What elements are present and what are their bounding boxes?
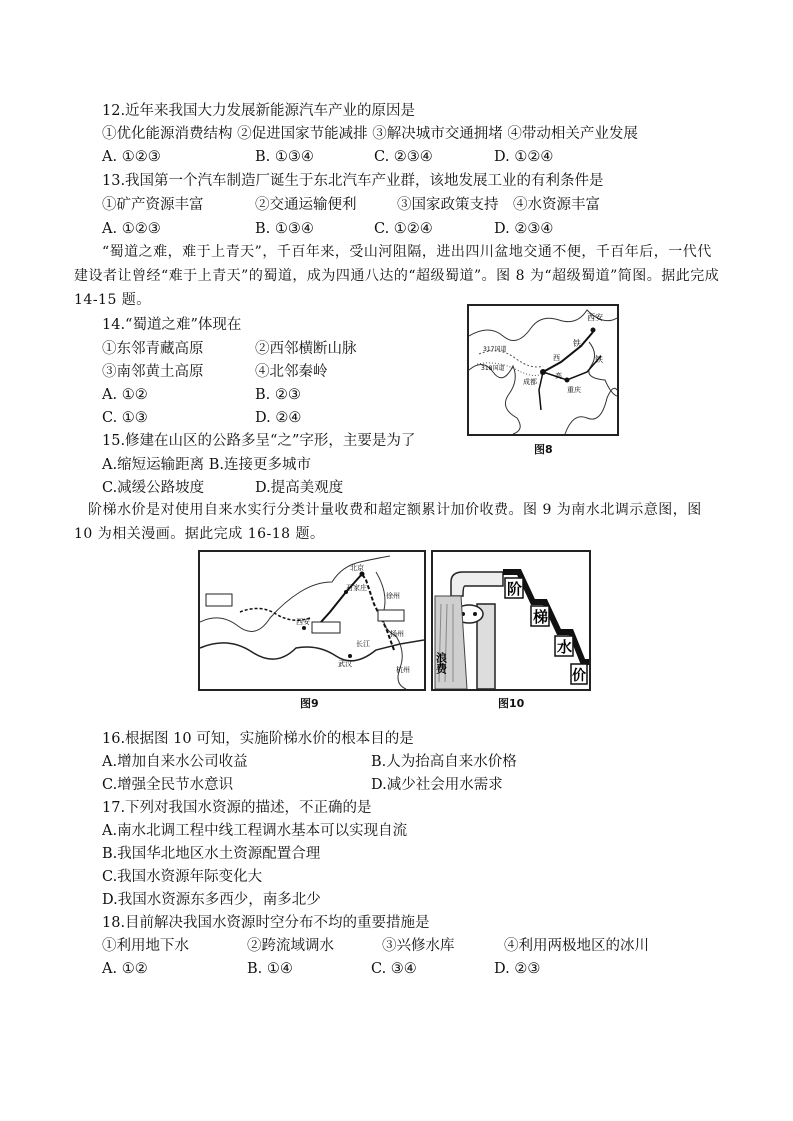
q18-choice-b[interactable]: B. ①④ (247, 961, 293, 977)
q13-option-3: ③国家政策支持 (397, 197, 499, 213)
figure-10-cartoon (431, 550, 591, 691)
q13-choice-b[interactable]: B. ①③④ (255, 221, 314, 237)
q15-choice-ab[interactable]: A.缩短运输距离 B.连接更多城市 (102, 457, 311, 473)
fig9-label-shijiazhuang: 石家庄 (346, 584, 367, 592)
figure-8-svg (469, 306, 617, 434)
q18-option-3: ③兴修水库 (382, 938, 455, 954)
q13-choice-a[interactable]: A. ①②③ (102, 221, 161, 237)
fig10-char-shui: 水 (557, 638, 573, 656)
fig9-label-wuhan: 武汉 (338, 660, 352, 668)
figure-9-map (198, 550, 426, 691)
q14-option-3: ③南邻黄土高原 (102, 364, 204, 380)
q12-choice-c[interactable]: C. ②③④ (374, 149, 433, 165)
q16-choice-b[interactable]: B.人为抬高自来水价格 (371, 754, 517, 770)
q16-choice-d[interactable]: D.减少社会用水需求 (371, 777, 503, 793)
q17-choice-c[interactable]: C.我国水资源年际变化大 (102, 869, 263, 885)
fig10-char-jie: 阶 (507, 580, 523, 598)
q14-option-4: ④北邻秦岭 (255, 364, 328, 380)
q14-option-1: ①东邻青藏高原 (102, 341, 204, 357)
q16-choice-c[interactable]: C.增强全民节水意识 (102, 777, 234, 793)
q15-choice-c[interactable]: C.减缓公路坡度 (102, 480, 205, 496)
fig8-label-gao: 高 (555, 372, 562, 380)
fig8-label-xian: 西安 (587, 313, 603, 322)
q12-choice-b[interactable]: B. ①③④ (255, 149, 314, 165)
q18-option-4: ④利用两极地区的冰川 (504, 938, 649, 954)
q12-choice-d[interactable]: D. ①②④ (494, 149, 554, 165)
fig8-label-318: 318国道 (481, 365, 505, 372)
figure-9-svg (200, 552, 424, 689)
passage-tiered-water-price: 阶梯水价是对使用自来水实行分类计量收费和超定额累计加价收费。图 9 为南水北调示意图，图 10 为相关漫画。据此完成 16-18 题。 (74, 502, 702, 542)
q12-choice-a[interactable]: A. ①②③ (102, 149, 161, 165)
q12-stem: 12.近年来我国大力发展新能源汽车产业的原因是 (102, 103, 416, 119)
fig9-label-xian: 西安 (296, 618, 310, 626)
q13-option-4: ④水资源丰富 (513, 197, 600, 213)
q15-choice-d[interactable]: D.提高美观度 (255, 480, 344, 496)
fig8-label-chongqing: 重庆 (567, 386, 581, 394)
fig9-label-hangzhou: 杭州 (396, 666, 410, 674)
fig8-label-chengdu: 成都 (523, 378, 537, 386)
figure-10-svg (433, 552, 589, 689)
passage-shudao: “蜀道之难，难于上青天”，千百年来，受山河阻隔，进出四川盆地交通不便，千百年后，一代代建设者让曾经“难于上青天”的蜀道，成为四通八达的“超级蜀道”。图 8 为“超级蜀道”简图。据此完成 14-15 题。 (74, 244, 720, 308)
q16-choice-a[interactable]: A.增加自来水公司收益 (102, 754, 248, 770)
fig10-waste-char: 浪费 (434, 652, 448, 674)
q13-stem: 13.我国第一个汽车制造厂诞生于东北汽车产业群，该地发展工业的有利条件是 (102, 173, 604, 189)
fig10-char-jia: 价 (572, 668, 586, 684)
q15-stem: 15.修建在山区的公路多呈“之”字形，主要是为了 (102, 433, 416, 449)
figure-9-caption: 图9 (300, 697, 319, 710)
fig8-label-rail: 铁 (573, 339, 581, 348)
fig9-label-yangzhou: 扬州 (390, 630, 404, 638)
q18-choice-d[interactable]: D. ②③ (494, 961, 541, 977)
q17-stem: 17.下列对我国水资源的描述，不正确的是 (102, 800, 372, 816)
q16-stem: 16.根据图 10 可知，实施阶梯水价的根本目的是 (102, 731, 414, 747)
q13-choice-c[interactable]: C. ①②④ (374, 221, 433, 237)
q18-choice-c[interactable]: C. ③④ (371, 961, 417, 977)
q13-option-2: ②交通运输便利 (255, 197, 357, 213)
figure-8-map (467, 304, 619, 436)
q18-choice-a[interactable]: A. ①② (102, 961, 148, 977)
fig10-char-ti: 梯 (533, 608, 549, 626)
q13-option-1: ①矿产资源丰富 (102, 197, 204, 213)
q13-choice-d[interactable]: D. ②③④ (494, 221, 554, 237)
fig8-label-rail-2: 铁 (595, 355, 603, 364)
q17-choice-d[interactable]: D.我国水资源东多西少，南多北少 (102, 892, 321, 908)
q14-choice-b[interactable]: B. ②③ (255, 387, 301, 403)
q14-choice-a[interactable]: A. ①② (102, 387, 148, 403)
q14-choice-c[interactable]: C. ①③ (102, 410, 148, 426)
q17-choice-b[interactable]: B.我国华北地区水土资源配置合理 (102, 846, 321, 862)
q12-options: ①优化能源消费结构 ②促进国家节能减排 ③解决城市交通拥堵 ④带动相关产业发展 (102, 126, 638, 142)
fig8-label-xi: 西 (553, 354, 560, 362)
q18-option-1: ①利用地下水 (102, 938, 189, 954)
q14-choice-d[interactable]: D. ②④ (255, 410, 302, 426)
q18-option-2: ②跨流域调水 (247, 938, 334, 954)
fig9-label-beijing: 北京 (350, 564, 364, 572)
q17-choice-a[interactable]: A.南水北调工程中线工程调水基本可以实现自流 (102, 823, 408, 839)
fig9-label-changjiang: 长江 (356, 640, 370, 648)
q18-stem: 18.目前解决我国水资源时空分布不均的重要措施是 (102, 915, 430, 931)
figure-10-caption: 图10 (498, 697, 525, 710)
fig9-label-xuzhou: 徐州 (386, 592, 400, 600)
fig8-label-317: 317国道 (483, 346, 507, 353)
q14-stem: 14.“蜀道之难”体现在 (102, 317, 242, 333)
q14-option-2: ②西邻横断山脉 (255, 341, 357, 357)
figure-8-caption: 图8 (534, 443, 553, 456)
